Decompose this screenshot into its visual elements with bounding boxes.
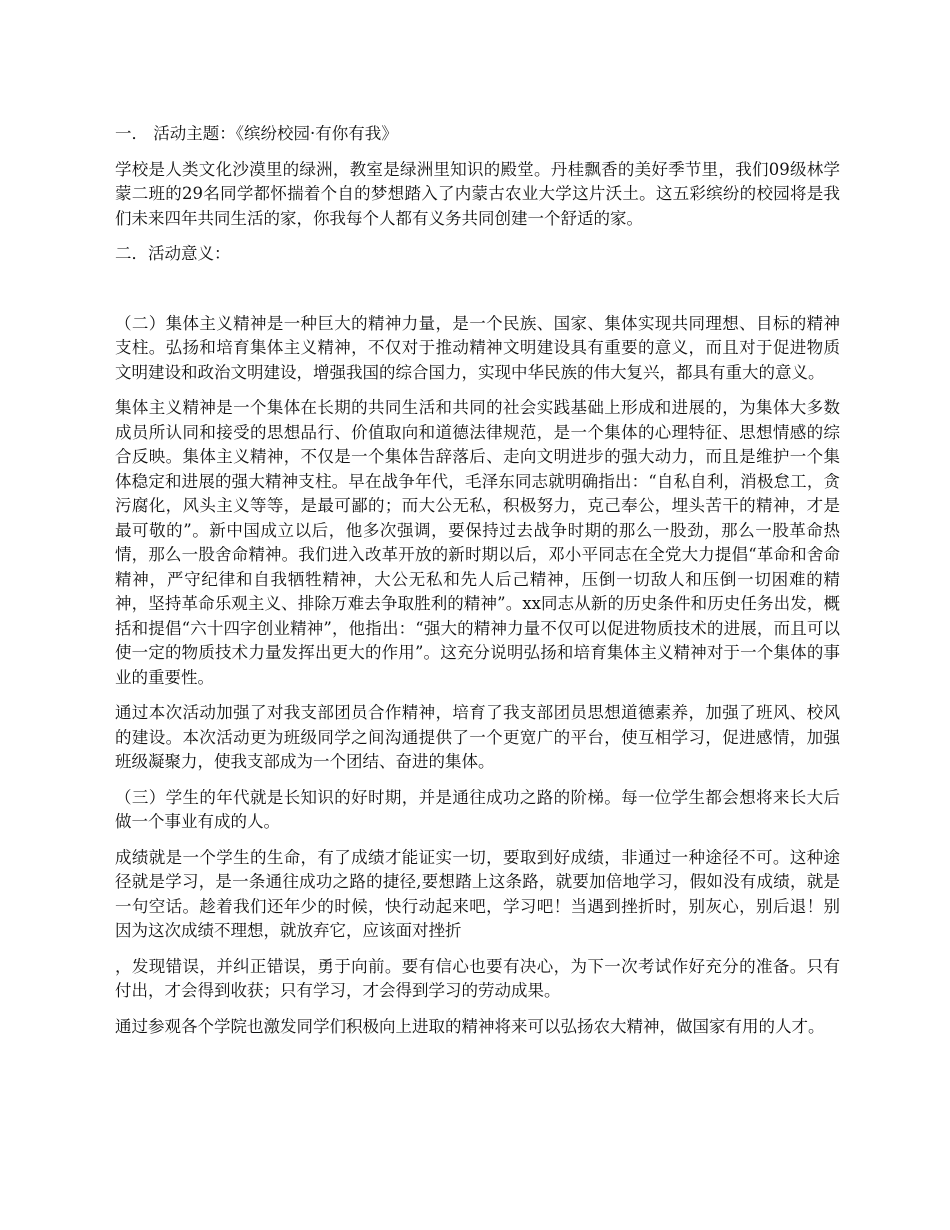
paragraph-activity-effect: 通过本次活动加强了对我支部团员合作精神，培育了我支部团员思想道德素养，加强了班风、校风的建设。本次活动更为班级同学之间沟通提供了一个更宽广的平台，使互相学习，促进感情，加强班级凝聚力，使我支部成为一个团结、奋进的集体。 [115, 703, 840, 771]
paragraph-student-years: （三）学生的年代就是长知识的好时期，并是通往成功之路的阶梯。每一位学生都会想将来长大后做一个事业有成的人。 [115, 787, 840, 831]
section-heading-activity-theme: 一． 活动主题：《缤纷校园·有你有我》 [115, 124, 398, 143]
paragraph-campus-intro: 学校是人类文化沙漠里的绿洲，教室是绿洲里知识的殿堂。丹桂飘香的美好季节里，我们09级林学蒙二班的29名同学都怀揣着个自的梦想踏入了内蒙古农业大学这片沃土。这五彩缤纷的校园将是我们未来四年共同生活的家，你我每个人都有义务共同创建一个舒适的家。 [115, 159, 840, 228]
section-heading-activity-significance: 二．活动意义： [115, 244, 231, 263]
paragraph-collectivism-detail: 集体主义精神是一个集体在长期的共同生活和共同的社会实践基础上形成和进展的，为集体大多数成员所认同和接受的思想品行、价值取向和道德法律规范，是一个集体的心理特征、思想情感的综合反映。集体主义精神，不仅是一个集体告辞落后、走向文明进步的强大动力，而且是维护一个集体稳定和进展的强大精神支柱。早在战争年代，毛泽东同志就明确指出：“自私自利，消极怠工，贪污腐化，风头主义等等，是最可鄙的；而大公无私，积极努力，克己奉公，埋头苦干的精神，才是最可敬的”。新中国成立以后，他多次强调，要保持过去战争时期的那么一股劲，那么一股革命热情，那么一股舍命精神。我们进入改革开放的新时期以后，邓小平同志在全党大力提倡“革命和舍命精神，严守纪律和自我牺牲精神，大公无私和先人后己精神，压倒一切敌人和压倒一切困难的精神，坚持革命乐观主义、排除万难去争取胜利的精神”。xx同志从新的历史条件和历史任务出发，概括和提倡“六十四字创业精神”，他指出：“强大的精神力量不仅可以促进物质技术的进展，而且可以使一定的物质技术力量发挥出更大的作用”。这充分说明弘扬和培育集体主义精神对于一个集体的事业的重要性。 [115, 398, 840, 687]
blank-space [115, 278, 840, 312]
paragraph-grades-continued: ，发现错误，并纠正错误，勇于向前。要有信心也要有决心，为下一次考试作好充分的准备。只有付出，才会得到收获；只有学习，才会得到学习的劳动成果。 [115, 956, 840, 1000]
paragraph-collectivism-intro: （二）集体主义精神是一种巨大的精神力量，是一个民族、国家、集体实现共同理想、目标的精神支柱。弘扬和培育集体主义精神，不仅对于推动精神文明建设具有重要的意义，而且对于促进物质文明建设和政治文明建设，增强我国的综合国力，实现中华民族的伟大复兴，都具有重大的意义。 [115, 313, 840, 382]
paragraph-grades: 成绩就是一个学生的生命，有了成绩才能证实一切，要取到好成绩，非通过一种途径不可。这种途径就是学习，是一条通往成功之路的捷径,要想踏上这条路，就要加倍地学习，假如没有成绩，就是一句空话。趁着我们还年少的时候，快行动起来吧，学习吧！当遇到挫折时，别灰心，别后退！别因为这次成绩不理想，就放弃它，应该面对挫折 [115, 847, 840, 940]
document-body [115, 122, 840, 1050]
paragraph-campus-visit: 通过参观各个学院也激发同学们积极向上进取的精神将来可以弘扬农大精神，做国家有用的人才。 [115, 1016, 825, 1036]
